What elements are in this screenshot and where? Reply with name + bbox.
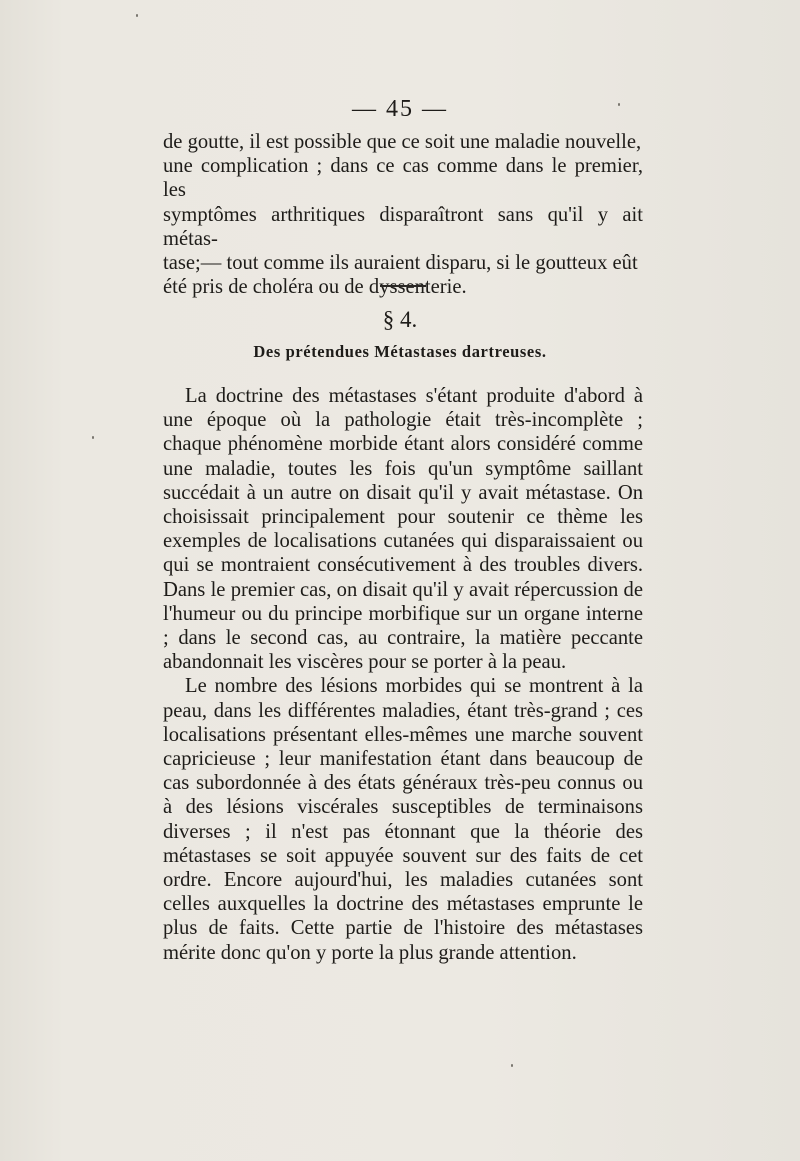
paper-speck bbox=[136, 14, 138, 17]
section-number: § 4. bbox=[382, 307, 418, 332]
section-title: Des prétendues Métastases dartreuses. bbox=[253, 342, 547, 361]
paragraph-1-line: tase;— tout comme ils auraient disparu, si le goutteux eût bbox=[163, 252, 638, 275]
paragraph-1-line: symptômes arthritiques disparaîtront sans qu'il y ait métas- bbox=[163, 203, 643, 250]
body-text bbox=[163, 384, 643, 965]
paragraph-3: Le nombre des lésions morbides qui se montrent à la peau, dans les différentes maladies, étant très-grand ; ces localisations présentant elles-mêmes une marche souvent capricieuse ; leur manifestation étant dans beaucoup de cas subordonnée à des états généraux très-peu connus ou à des lésions viscérales susceptibles de terminaisons diverses ; il n'est pas étonnant que la théorie des métastases se soit appuyée souvent sur des faits de cet ordre. Encore aujourd'hui, les maladies cutanées sont celles auxquelles la doctrine des métastases emprunte le plus de faits. Cette partie de l'histoire des métastases mérite donc qu'on y porte la plus grande attention. bbox=[163, 675, 643, 964]
paper-speck bbox=[618, 103, 620, 106]
paragraph-1-line: été pris de choléra ou de dyssenterie. bbox=[163, 276, 467, 299]
section-divider bbox=[380, 285, 426, 287]
page-number: — 45 — bbox=[352, 96, 448, 122]
paragraph-1-line: une complication ; dans ce cas comme dans le premier, les bbox=[163, 155, 643, 202]
paragraph-2: La doctrine des métastases s'étant produite d'abord à une époque où la pathologie était très-incomplète ; chaque phénomène morbide étant alors considéré comme une maladie, toutes les fois qu'un symptôme saillant succédait à un autre on disait qu'il y avait métastase. On choisissait principalement pour soutenir ce thème les exemples de localisations cutanées qui disparaissaient ou qui se montraient consécutivement à des troubles divers. Dans le premier cas, on disait qu'il y avait répercussion de l'humeur ou du principe morbifique sur un organe interne ; dans le second cas, au contraire, la matière peccante abandonnait les viscères pour se porter à la peau. bbox=[163, 385, 643, 674]
paragraph-continued bbox=[163, 130, 643, 299]
paper-speck bbox=[92, 436, 94, 439]
paragraph-1-line: de goutte, il est possible que ce soit une maladie nouvelle, bbox=[163, 131, 642, 153]
paper-speck bbox=[511, 1064, 513, 1067]
